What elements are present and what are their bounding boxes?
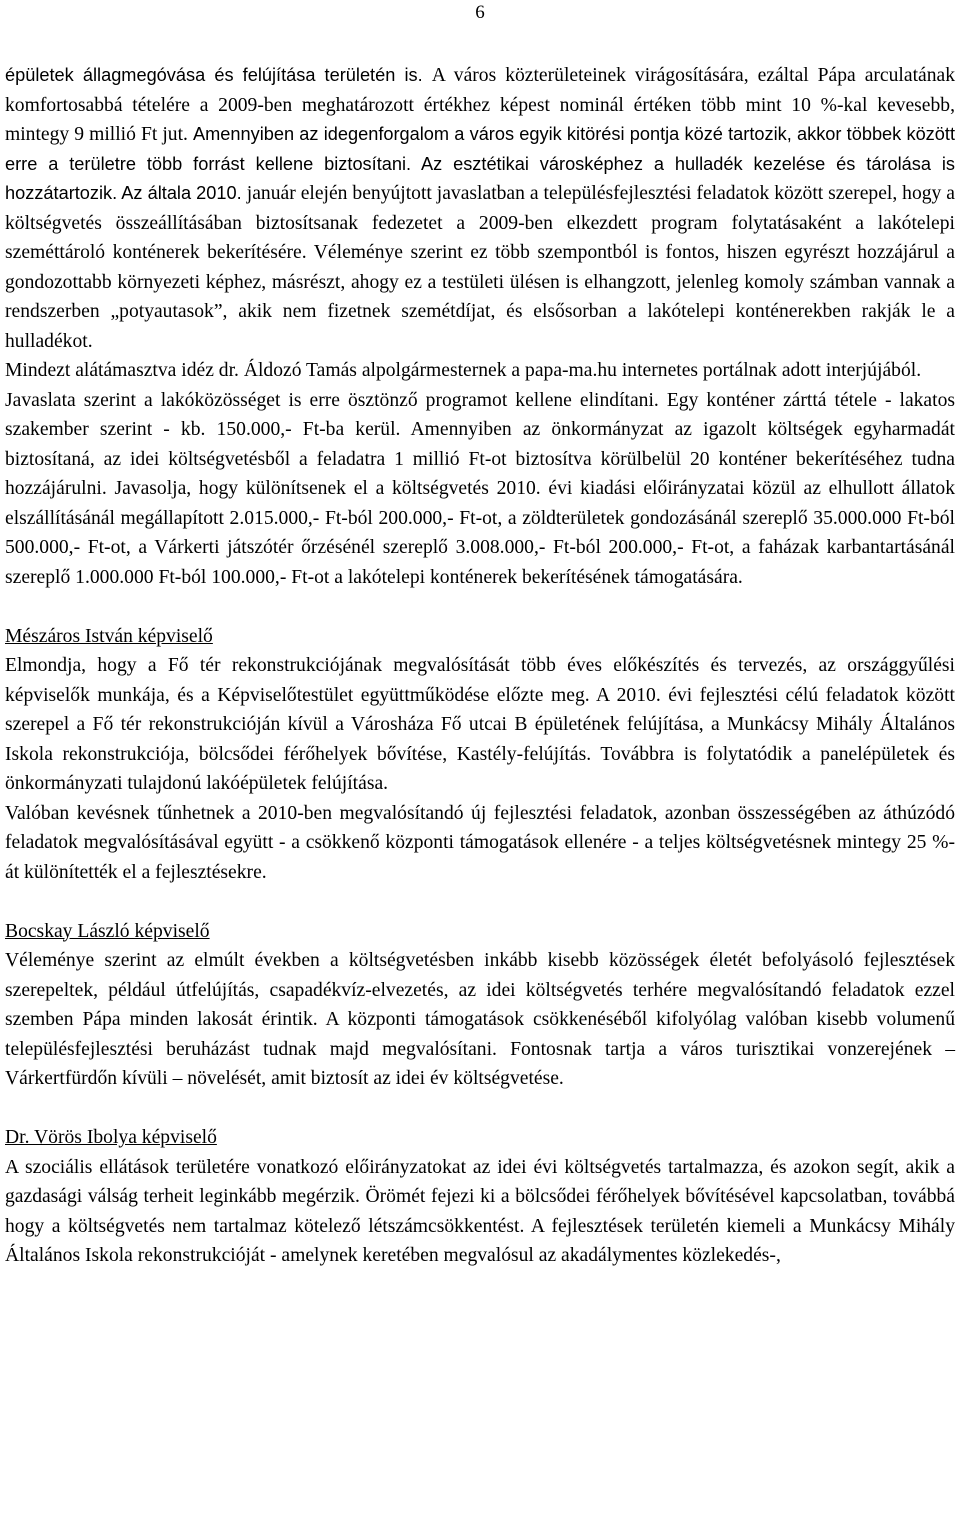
- speaker-paragraph: Véleménye szerint az elmúlt években a költségvetésben inkább kisebb közösségek életét befolyásoló fejlesztések szerepeltek, például útfelújítás, csapadékvíz-elvezetés, az idei költségvetés terhére megvalósítandó feladatok ezzel szemben Pápa minden lakosát érintik. A központi támogatások csökkenéséből kifolyólag valóban kisebb volumenű településfejlesztési beruházást tudnak majd megvalósítani. Fontosnak tartja a város turisztikai vonzerejének – Várkertfürdőn kívüli – növelését, amit biztosít az idei év költségvetése.: [5, 950, 955, 1089]
- speaker-paragraph: Elmondja, hogy a Fő tér rekonstrukciójának megvalósítását több éves előkészítés és tervezés, az országgyűlési képviselők munkája, és a Képviselőtestület együttműködése előzte meg. A 2010. évi fejlesztési célú feladatok között szerepel a Fő tér rekonstrukcióján kívül a Városháza Fő utcai B épületének felújítása, a Munkácsy Mihály Általános Iskola rekonstrukciója, bölcsődei férőhelyek bővítése, Kastély-felújítás. Továbbra is folytatódik a panelépületek és önkormányzati tulajdonú lakóépületek felújítása.: [5, 655, 955, 794]
- page-number: 6: [475, 2, 485, 23]
- paragraph-spacer: [5, 887, 955, 917]
- intro-segment: épületek állagmegóvása és felújítása területén is.: [5, 65, 432, 85]
- intro-segment: Amennyiben az idegenforgalom a város egyik kitörési pontja közé tartozik, akkor többek között erre a területre több forrást kellene biztosítani. Az esztétikai városképhez a hulladék kezelése és tárolása is hozzátartozik. Az általa 2010.: [5, 124, 955, 203]
- intro-segment: január elején benyújtott javaslatban a településfejlesztési feladatok között szerepel, hogy a költségvetés összeállításában biztosítsanak fedezetet a 2009-ben elkezdett program folytatásaként a lakótelepi szeméttároló konténerek bekerítésére. Véleménye szerint ez több szempontból is fontos, hiszen egyrészt hozzájárul a gondozottabb környezeti képhez, másrészt, ahogy ez a testületi ülésen is elhangzott, jelenleg komoly számban vannak a rendszerben „potyautasok”, akik nem fizetnek szemétdíjat, és elsősorban a lakótelepi konténerekben rakják le a hulladékot.: [5, 183, 955, 352]
- speaker-paragraph: A szociális ellátások területére vonatkozó előirányzatokat az idei évi költségvetés tartalmazza, és azokon segít, akik a gazdasági válság terheit leginkább megérzik. Örömét fejezi ki a bölcsődei férőhelyek bővítésével kapcsolatban, továbbá hogy a költségvetés nem tartalmaz kötelező létszámcsökkentést. A fejlesztések területén kiemeli a Munkácsy Mihály Általános Iskola rekonstrukcióját - amelynek keretében megvalósul az akadálymentes közlekedés-,: [5, 1156, 955, 1266]
- speaker-heading: Mészáros István képviselő: [5, 625, 213, 647]
- intro-paragraph: [5, 61, 955, 356]
- speaker-heading: Dr. Vörös Ibolya képviselő: [5, 1127, 217, 1148]
- speaker-heading: Bocskay László képviselő: [5, 920, 210, 942]
- paragraph-spacer: [5, 1094, 955, 1124]
- paragraph-spacer: [5, 592, 955, 622]
- intro-segment: A város közterületeinek virágosítására, ezáltal Pápa arculatának komfortosabbá tételére a 2009-ben meghatározott értékhez képest nominál értéken több mint 10 %-kal kevesebb, mintegy 9 millió Ft jut.: [5, 65, 955, 145]
- speaker-paragraph: Valóban kevésnek tűnhetnek a 2010-ben megvalósítandó új fejlesztési feladatok, azonban összességében az áthúzódó feladatok megvalósításával együtt - a csökkenő központi támogatások ellenére - a teljes költségvetésnek mintegy 25 %-át különítették el a fejlesztésekre.: [5, 802, 955, 883]
- intro-proposal-paragraph: Javaslata szerint a lakóközösséget is erre ösztönző programot kellene elindítani. Egy konténer zárttá tétele - lakatos szakember szerint - kb. 150.000,- Ft-ba kerül. Amennyiben az önkormányzat az igazolt költségek egyharmadát biztosítaná, az idei költségvetésből a feladatra 1 millió Ft-ot biztosítva körülbelül 20 konténer bekerítéséhez tudna hozzájárulni. Javasolja, hogy különítsenek el a költségvetés 2010. évi kiadási előirányzatai közül az elhullott állatok elszállításánál megállapított 2.015.000,- Ft-ból 200.000,- Ft-ot, a zöldterületek gondozásánál szereplő 35.000.000 Ft-ból 500.000,- Ft-ot, a Várkerti játszótér őrzésénél szereplő 3.008.000,- Ft-ból 200.000,- Ft-ot, a faházak karbantartásánál szereplő 1.000.000 Ft-ból 100.000,- Ft-ot a lakótelepi konténerek bekerítésének támogatására.: [5, 389, 955, 588]
- document-body: [5, 61, 955, 1271]
- intro-quote-paragraph: Mindezt alátámasztva idéz dr. Áldozó Tamás alpolgármesternek a papa-ma.hu internetes portálnak adott interjújából.: [5, 360, 922, 381]
